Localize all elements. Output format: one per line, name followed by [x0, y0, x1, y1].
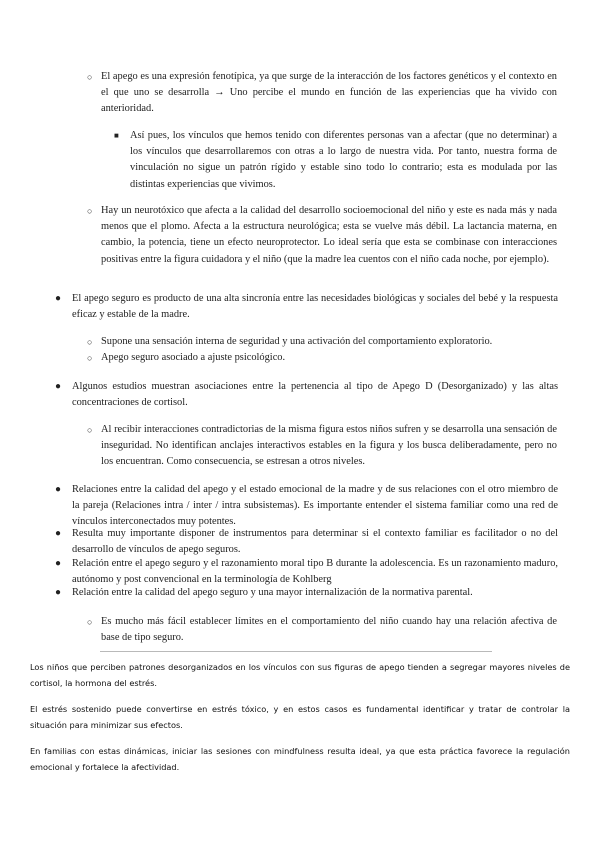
sub-bullet-text: El apego es una expresión fenotípica, ya que surge de la interacción de los factores genéticos y el contexto en el que uno se desarrolla → Uno percibe el mundo en función de las experiencias que ha vivido con anterioridad. [101, 71, 557, 115]
bullet-text: Relaciones entre la calidad del apego y el estado emocional de la madre y de sus relaciones con el otro miembro de la pareja (Relaciones intra / inter / intra subsistemas). Es importante entender el sistema familiar como una red de vínculos interconectados muy potentes. [72, 484, 558, 528]
section-divider [100, 651, 492, 652]
bullet-text: Algunos estudios muestran asociaciones entre la pertenencia al tipo de Apego D (Desorganizado) y las altas concentraciones de cortisol. [72, 381, 558, 409]
circle-bullet-icon: ○ [87, 337, 93, 347]
annotation-text: Los niños que perciben patrones desorganizados en los vínculos con sus figuras de apego tienden a segregar mayores niveles de cortisol, la hormona del estrés. [30, 662, 570, 688]
disc-bullet-icon: ● [55, 484, 62, 495]
bullet-text: El apego seguro es producto de una alta sincronía entre las necesidades biológicas y sociales del bebé y la respuesta eficaz y estable de la madre. [72, 293, 558, 321]
sub-sub-bullet-text: Así pues, los vínculos que hemos tenido con diferentes personas van a afectar (que no determinar) a los vínculos que desarrollaremos con otras a lo largo de nuestra vida. Por tanto, nuestra forma de vinculación no sigue un patrón rígido y estable sino todo lo contrario; esta es modulada por las distintas experiencias que vivimos. [130, 130, 557, 190]
disc-bullet-icon: ● [55, 558, 62, 569]
disc-bullet-icon: ● [55, 381, 62, 392]
bullet-text: Relación entre la calidad del apego seguro y una mayor internalización de la normativa parental. [72, 587, 473, 598]
circle-bullet-icon: ○ [87, 353, 93, 363]
bullet-text: Resulta muy importante disponer de instrumentos para determinar si el contexto familiar es facilitador o no del desarrollo de vínculos de apego seguros. [72, 528, 558, 556]
sub-bullet-text: Supone una sensación interna de seguridad y una activación del comportamiento exploratorio. [101, 336, 493, 347]
disc-bullet-icon: ● [55, 528, 62, 539]
circle-bullet-icon: ○ [87, 72, 93, 82]
annotation-text: El estrés sostenido puede convertirse en estrés tóxico, y en estos casos es fundamental identificar y tratar de controlar la situación para minimizar sus efectos. [30, 704, 570, 730]
circle-bullet-icon: ○ [87, 425, 93, 435]
annotation-text: En familias con estas dinámicas, iniciar las sesiones con mindfulness resulta ideal, ya que esta práctica favorece la regulación emocional y fortalece la afectividad. [30, 746, 570, 772]
bullet-text: Relación entre el apego seguro y el razonamiento moral tipo B durante la adolescencia. Es un razonamiento maduro, autónomo y post convencional en la terminología de Kohlberg [72, 558, 558, 586]
square-bullet-icon: ■ [114, 131, 119, 140]
disc-bullet-icon: ● [55, 293, 62, 304]
sub-bullet-text: Es mucho más fácil establecer límites en el comportamiento del niño cuando hay una relación afectiva de base de tipo seguro. [101, 616, 557, 644]
sub-bullet-text: Hay un neurotóxico que afecta a la calidad del desarrollo socioemocional del niño y este es nada más y nada menos que el plomo. Afecta a la estructura neurológica; esta se vuelve más débil. La lactancia materna, en cambio, la potencia, tiene un efecto neuroprotector. Lo ideal sería que esta se combinase con interacciones positivas entre la figura cuidadora y el niño (que la madre lea cuentos con el niño cada noche, por ejemplo). [101, 205, 557, 265]
sub-bullet-text: Apego seguro asociado a ajuste psicológico. [101, 352, 286, 363]
disc-bullet-icon: ● [55, 587, 62, 598]
circle-bullet-icon: ○ [87, 617, 93, 627]
circle-bullet-icon: ○ [87, 206, 93, 216]
sub-bullet-text: Al recibir interacciones contradictorias de la misma figura estos niños sufren y se desarrolla una sensación de inseguridad. No identifican anclajes interactivos estables en la figura y los busca deliberadamente, pero no los encuentran. Como consecuencia, se estresan a otros niveles. [101, 424, 557, 468]
